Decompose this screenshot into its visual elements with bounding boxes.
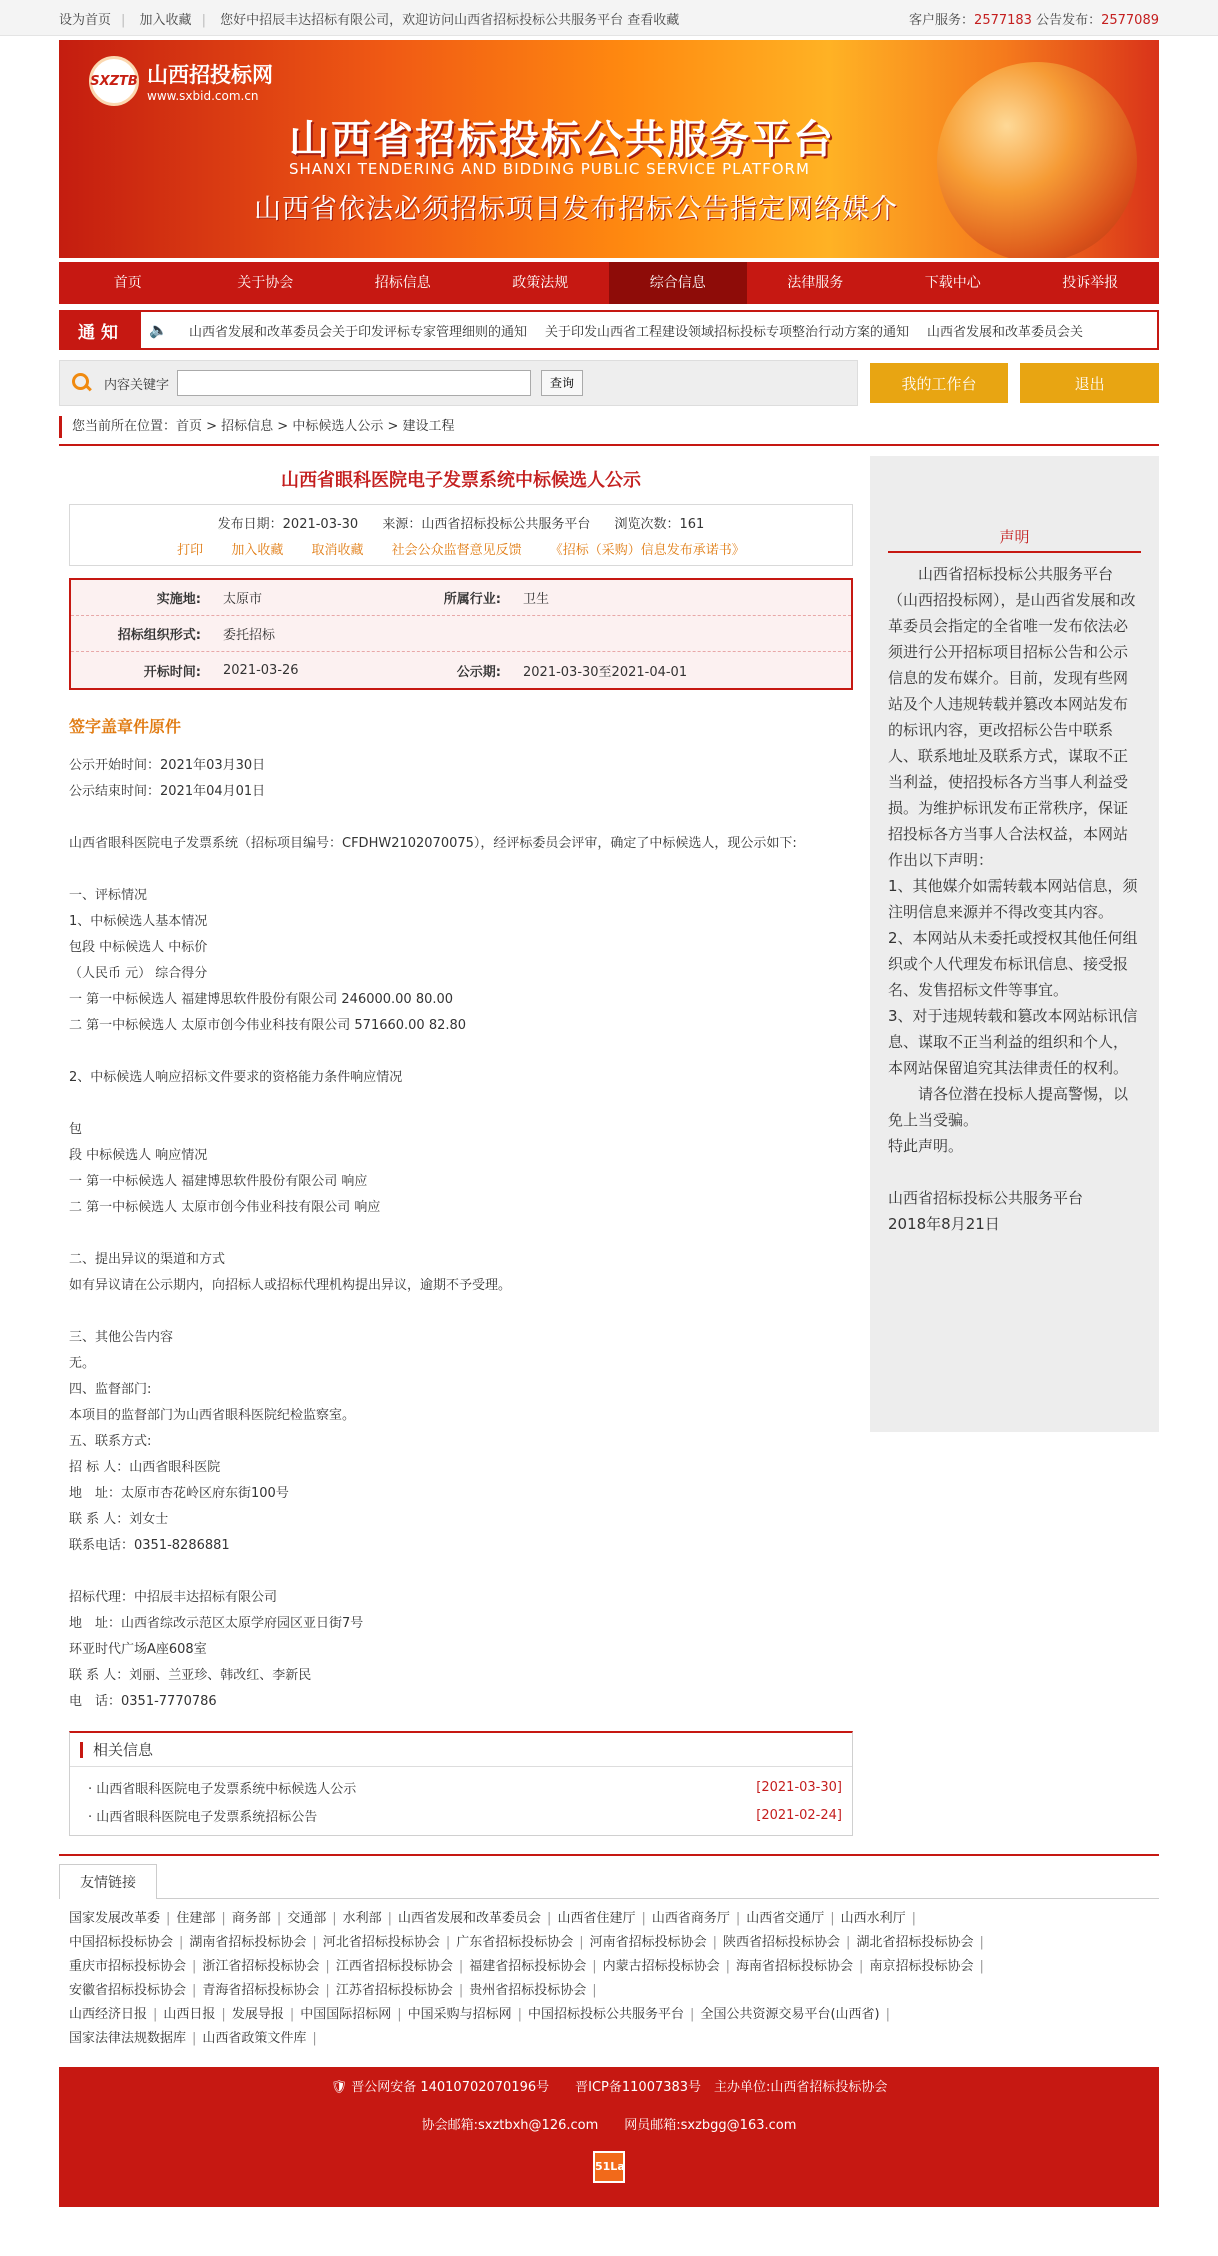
footer — [59, 2067, 1159, 2207]
separator: | — [387, 1911, 393, 1926]
separator: | — [221, 1911, 226, 1926]
separator: | — [312, 1935, 317, 1950]
declaration-paragraph: 1、其他媒介如需转载本网站信息，须注明信息来源并不得改变其内容。 — [888, 877, 1138, 921]
separator: | — [690, 2007, 695, 2022]
body-line: 招 标 人：山西省眼科医院 — [69, 1460, 221, 1475]
banner-title-en: SHANXI TENDERING AND BIDDING PUBLIC SERVICE PLATFORM — [289, 160, 810, 178]
friend-link[interactable]: 山西日报 — [163, 2007, 216, 2022]
body-line: 一 第一中标候选人 福建博思软件股份有限公司 246000.00 80.00 — [69, 992, 454, 1007]
friend-link[interactable]: 商务部 — [231, 1911, 271, 1926]
body-line: 三、其他公告内容 — [69, 1330, 174, 1345]
separator: | — [735, 1911, 741, 1926]
table-key: 所属行业: — [443, 592, 501, 607]
related-item-title[interactable]: · 山西省眼科医院电子发票系统招标公告 — [88, 1809, 318, 1825]
friend-link[interactable]: 山西省住建厅 — [557, 1911, 636, 1926]
workspace-button[interactable]: 我的工作台 — [870, 363, 1009, 403]
logo-url: www.sxbid.com.cn — [147, 88, 259, 103]
site-logo[interactable] — [89, 56, 273, 106]
friend-link[interactable]: 中国国际招标网 — [300, 2007, 392, 2022]
top-bar: 设为首页 | 加入收藏 | 您好中招辰丰达招标有限公司，欢迎访问山西省招标投标公共服务平台 查看收藏 客户服务：2577183 公告发布：2577089 — [0, 0, 1218, 36]
nav-policy[interactable]: 政策法规 — [512, 275, 569, 291]
notice-item[interactable]: 山西省发展和改革委员会关 — [927, 324, 1084, 340]
friend-link[interactable]: 山西水利厅 — [840, 1911, 906, 1926]
table-key: 招标组织形式: — [117, 628, 201, 643]
friend-link[interactable]: 水利部 — [342, 1911, 382, 1926]
separator: | — [592, 1959, 597, 1974]
search-icon — [72, 373, 92, 393]
body-line: 段 中标候选人 响应情况 — [69, 1148, 208, 1163]
table-value: 委托招标 — [223, 628, 276, 643]
publish-phone: 2577089 — [1101, 12, 1159, 28]
declaration-paragraph: 山西省招标投标公共服务平台 — [888, 1189, 1084, 1207]
body-line — [69, 805, 853, 831]
separator: | — [289, 2007, 295, 2022]
body-line: 本项目的监督部门为山西省眼科医院纪检监察室。 — [69, 1408, 356, 1423]
body-line: 环亚时代广场A座608室 — [69, 1642, 207, 1657]
declaration-paragraph: 山西省招标投标公共服务平台（山西招投标网），是山西省发展和改革委员会指定的全省唯一发布依法必须进行公开招标项目招标公告和公示信息的发布媒介。目前，发现有些网站及个人违规转载并篡改本网站发布的标讯内容，更改招标公告中联系人、联系地址及联系方式，谋取不正当利益，使招投标各方当事人利益受损。为维护标讯发布正常秩序，保证招投标各方当事人合法权益，本网站作出以下声明： — [888, 565, 1136, 869]
friend-link[interactable]: 广东省招标投标协会 — [456, 1935, 574, 1950]
project-info-table — [69, 578, 853, 690]
friend-link[interactable]: 山西省政策文件库 — [202, 2031, 307, 2046]
table-value: 2021-03-26 — [223, 662, 299, 678]
table-value: 卫生 — [523, 592, 550, 607]
separator: | — [325, 1959, 330, 1974]
body-line — [69, 1039, 853, 1065]
nav-about[interactable]: 关于协会 — [237, 275, 294, 291]
separator: | — [712, 1935, 718, 1950]
friend-link[interactable]: 全国公共资源交易平台(山西省) — [700, 2007, 880, 2022]
search-label: 内容关键字 — [104, 377, 170, 393]
article-area — [59, 452, 863, 1836]
logo-badge: SXZTB — [89, 56, 139, 106]
body-line: 2、中标候选人响应招标文件要求的资格能力条件响应情况 — [69, 1070, 403, 1085]
friend-link[interactable]: 国家发展改革委 — [69, 1911, 161, 1926]
declaration-paragraph — [888, 1159, 1141, 1185]
separator: | — [547, 1911, 552, 1926]
body-line: 二 第一中标候选人 太原市创今伟业科技有限公司 响应 — [69, 1200, 381, 1215]
remove-favorite-action[interactable]: 取消收藏 — [311, 543, 364, 558]
body-line: 联系电话：0351-8286881 — [69, 1538, 230, 1553]
friend-link[interactable]: 住建部 — [176, 1911, 216, 1926]
nav-legal[interactable]: 法律服务 — [787, 275, 844, 291]
friend-link[interactable]: 贵州省招标投标协会 — [469, 1983, 587, 1998]
main-nav — [59, 262, 1159, 304]
friend-link[interactable]: 中国招标投标协会 — [69, 1935, 174, 1950]
article-meta — [69, 504, 853, 566]
service-label: 客户服务： — [909, 12, 975, 28]
notice-bar — [59, 310, 1159, 350]
set-home-link[interactable]: 设为首页 — [59, 12, 112, 28]
separator: | — [592, 1983, 597, 1998]
body-line: 电 话：0351-7770786 — [69, 1694, 217, 1709]
body-line — [69, 1091, 853, 1117]
divider — [59, 444, 1159, 446]
body-line: 二 第一中标候选人 太原市创今伟业科技有限公司 571660.00 82.80 — [69, 1018, 467, 1033]
separator: | — [325, 1983, 330, 1998]
table-key: 公示期: — [456, 664, 501, 680]
friend-links-list — [59, 1898, 1159, 2059]
friend-link[interactable]: 河南省招标投标协会 — [589, 1935, 707, 1950]
globe-graphic — [937, 62, 1137, 258]
friend-link[interactable]: 发展导报 — [231, 2007, 284, 2022]
body-line: 二、提出异议的渠道和方式 — [69, 1252, 226, 1267]
body-line: 招标代理：中招辰丰达招标有限公司 — [69, 1590, 278, 1605]
body-line: 四、监督部门: — [69, 1382, 152, 1397]
separator: | — [166, 1911, 171, 1926]
separator: | — [641, 1911, 646, 1926]
notice-item[interactable]: 关于印发山西省工程建设领域招标投标专项整治行动方案的通知 — [545, 324, 910, 340]
friend-link[interactable]: 江西省招标投标协会 — [335, 1959, 453, 1974]
body-line: 包 — [69, 1122, 83, 1137]
declaration-paragraph: 请各位潜在投标人提高警惕，以免上当受骗。 — [888, 1085, 1129, 1129]
body-line: 公示开始时间：2021年03月30日 — [69, 758, 266, 773]
separator: | — [276, 1911, 282, 1926]
friend-link[interactable]: 山西省交通厅 — [746, 1911, 825, 1926]
body-line: 1、中标候选人基本情况 — [69, 914, 208, 929]
friend-links-tab[interactable]: 友情链接 — [59, 1864, 157, 1899]
nav-general-info[interactable]: 综合信息 — [609, 262, 747, 304]
friend-link[interactable]: 山西省发展和改革委员会 — [398, 1911, 542, 1926]
view-count: 浏览次数：161 — [614, 517, 705, 532]
notice-item[interactable]: 山西省发展和改革委员会关于印发评标专家管理细则的通知 — [189, 324, 528, 340]
publish-label: 公告发布： — [1031, 12, 1102, 28]
body-line: 联 系 人：刘丽、兰亚珍、韩改红、李新民 — [69, 1668, 312, 1683]
table-key: 开标时间: — [143, 664, 201, 680]
body-line — [69, 1299, 853, 1325]
friend-link[interactable]: 江苏省招标投标协会 — [335, 1983, 453, 1998]
print-link[interactable]: 打印 — [177, 543, 204, 558]
related-item-date: [2021-03-30] — [756, 1779, 842, 1795]
friend-link[interactable]: 山西经济日报 — [69, 2007, 148, 2022]
separator: | — [579, 1935, 584, 1950]
table-row — [71, 580, 851, 616]
separator: | — [153, 2007, 158, 2022]
search-button[interactable]: 查询 — [541, 370, 583, 396]
body-line: 公示结束时间：2021年04月01日 — [69, 784, 266, 799]
article-title: 山西省眼科医院电子发票系统中标候选人公示 — [281, 470, 641, 491]
feedback-link[interactable]: 社会公众监督意见反馈 — [391, 543, 522, 558]
friend-link[interactable]: 中国采购与招标网 — [407, 2007, 512, 2022]
separator: | — [846, 1935, 851, 1950]
body-line: 联 系 人：刘女士 — [69, 1512, 169, 1527]
friend-link[interactable]: 湖北省招标投标协会 — [856, 1935, 974, 1950]
header-banner — [59, 40, 1159, 258]
friend-link[interactable]: 陕西省招标投标协会 — [723, 1935, 841, 1950]
separator: | — [885, 2007, 890, 2022]
friend-link[interactable]: 内蒙古招标投标协会 — [602, 1959, 720, 1974]
friend-link[interactable]: 海南省招标投标协会 — [736, 1959, 854, 1974]
body-line: 山西省眼科医院电子发票系统（招标项目编号：CFDHW2102070075），经评标委员会评审，确定了中标候选人，现公示如下: — [69, 836, 797, 851]
accent-bar — [80, 1742, 83, 1758]
declaration-sidebar — [870, 456, 1159, 1432]
friend-link[interactable]: 湖南省招标投标协会 — [189, 1935, 307, 1950]
body-line: （人民币 元） 综合得分 — [69, 966, 208, 981]
logout-button[interactable]: 退出 — [1020, 363, 1159, 403]
table-row — [71, 616, 851, 652]
related-item-title[interactable]: · 山西省眼科医院电子发票系统中标候选人公示 — [88, 1781, 357, 1797]
nav-download[interactable]: 下载中心 — [924, 275, 981, 291]
body-line: 无。 — [69, 1356, 96, 1371]
nav-tender-info[interactable]: 招标信息 — [374, 275, 431, 291]
separator: | — [458, 1959, 464, 1974]
separator: | — [859, 1959, 864, 1974]
body-line: 如有异议请在公示期内，向招标人或招标代理机构提出异议，逾期不予受理。 — [69, 1278, 512, 1293]
friend-link[interactable]: 中国招标投标公共服务平台 — [528, 2007, 685, 2022]
body-line: 包段 中标候选人 中标价 — [69, 940, 208, 955]
body-line: 地 址：太原市杏花岭区府东街100号 — [69, 1486, 289, 1501]
breadcrumb: 您当前所在位置：首页 > 招标信息 > 中标候选人公示 > 建设工程 — [59, 416, 1159, 438]
search-row — [59, 360, 1159, 406]
declaration-paragraph: 特此声明。 — [888, 1137, 964, 1155]
table-value: 太原市 — [223, 592, 263, 607]
friend-link[interactable]: 重庆市招标投标协会 — [69, 1959, 187, 1974]
body-line — [69, 1559, 853, 1585]
separator: | — [458, 1983, 464, 1998]
friend-link[interactable]: 国家法律法规数据库 — [69, 2031, 187, 2046]
article-source: 来源：山西省招标投标公共服务平台 — [382, 517, 591, 532]
declaration-paragraph: 3、对于违规转载和篡改本网站标讯信息、谋取不正当利益的组织和个人，本网站保留追究其法律责任的权利。 — [888, 1007, 1138, 1077]
commitment-link[interactable]: 《招标（采购）信息发布承诺书》 — [549, 543, 745, 558]
table-value: 2021-03-30至2021-04-01 — [523, 664, 688, 680]
service-phone: 2577183 — [974, 12, 1032, 28]
friend-link[interactable]: 浙江省招标投标协会 — [202, 1959, 320, 1974]
body-line: 一 第一中标候选人 福建博思软件股份有限公司 响应 — [69, 1174, 368, 1189]
table-key: 实施地: — [156, 592, 201, 607]
friend-link[interactable]: 河北省招标投标协会 — [322, 1935, 440, 1950]
separator: | — [517, 2007, 523, 2022]
body-line: 地 址：山西省综改示范区太原学府园区亚日街7号 — [69, 1616, 364, 1631]
declaration-title: 声明 — [888, 526, 1141, 553]
body-line — [69, 857, 853, 883]
separator: | — [911, 1911, 917, 1926]
footer-registration: 🛡 晋公网安备 14010702070196号 晋ICP备11007383号 主办单位:山西省招标投标协会 — [330, 2080, 888, 2095]
add-favorite-link[interactable]: 加入收藏 — [139, 12, 192, 28]
friend-link[interactable]: 青海省招标投标协会 — [202, 1983, 320, 1998]
signature-heading[interactable]: 签字盖章件原件 — [69, 717, 182, 736]
friend-links — [59, 1854, 1159, 2059]
logo-name: 山西招投标网 — [147, 62, 273, 87]
publish-date: 发布日期：2021-03-30 — [217, 517, 359, 532]
related-title: 相关信息 — [93, 1741, 154, 1759]
separator: | — [192, 1983, 197, 1998]
declaration-paragraph: 2018年8月21日 — [888, 1215, 1000, 1233]
search-input[interactable] — [177, 370, 531, 396]
separator: | — [979, 1935, 984, 1950]
footer-emails: 协会邮箱:sxztbxh@126.com 网员邮箱:sxzbgg@163.com — [421, 2118, 797, 2133]
related-item[interactable] — [70, 1773, 852, 1801]
body-line: 五、联系方式: — [69, 1434, 152, 1449]
separator: | — [830, 1911, 835, 1926]
separator: | — [312, 2031, 317, 2046]
friend-link[interactable]: 交通部 — [287, 1911, 327, 1926]
friend-link[interactable]: 安徽省招标投标协会 — [69, 1983, 187, 1998]
related-info — [69, 1731, 853, 1836]
related-item-date: [2021-02-24] — [756, 1807, 842, 1823]
welcome-text: 您好中招辰丰达招标有限公司，欢迎访问山西省招标投标公共服务平台 查看收藏 — [220, 12, 680, 28]
notice-label: 通知 — [61, 312, 141, 348]
body-line — [69, 1221, 853, 1247]
nav-complaint[interactable]: 投诉举报 — [1062, 275, 1119, 291]
speaker-icon: 🔈 — [149, 321, 168, 339]
friend-link[interactable]: 福建省招标投标协会 — [469, 1959, 587, 1974]
banner-title: 山西省招标投标公共服务平台 — [289, 117, 835, 163]
separator: | — [192, 2031, 197, 2046]
separator: | — [221, 2007, 226, 2022]
article-body — [69, 753, 853, 1715]
separator: | — [445, 1935, 451, 1950]
declaration-paragraph: 2、本网站从未委托或授权其他任何组织或个人代理发布标讯信息、接受报名、发售招标文件等事宜。 — [888, 929, 1138, 999]
separator: | — [725, 1959, 731, 1974]
body-line: 一、评标情况 — [69, 888, 148, 903]
add-favorite-action[interactable]: 加入收藏 — [231, 543, 284, 558]
related-item[interactable] — [70, 1801, 852, 1829]
table-row — [71, 652, 851, 688]
separator: | — [192, 1959, 197, 1974]
footer-line1: 晋公网安备 14010702070196号 晋ICP备11007383号 主办单位:山西省招标投标协会 — [351, 2080, 888, 2095]
search-box — [59, 360, 858, 406]
separator: | — [332, 1911, 337, 1926]
friend-link[interactable]: 南京招标投标协会 — [869, 1959, 974, 1974]
stats-badge[interactable]: 51La — [593, 2151, 625, 2183]
friend-link[interactable]: 山西省商务厅 — [651, 1911, 730, 1926]
separator: | — [979, 1959, 984, 1974]
separator: | — [179, 1935, 184, 1950]
nav-home[interactable]: 首页 — [113, 275, 142, 291]
separator: | — [397, 2007, 402, 2022]
banner-slogan: 山西省依法必须招标项目发布招标公告指定网络媒介 — [254, 194, 898, 225]
